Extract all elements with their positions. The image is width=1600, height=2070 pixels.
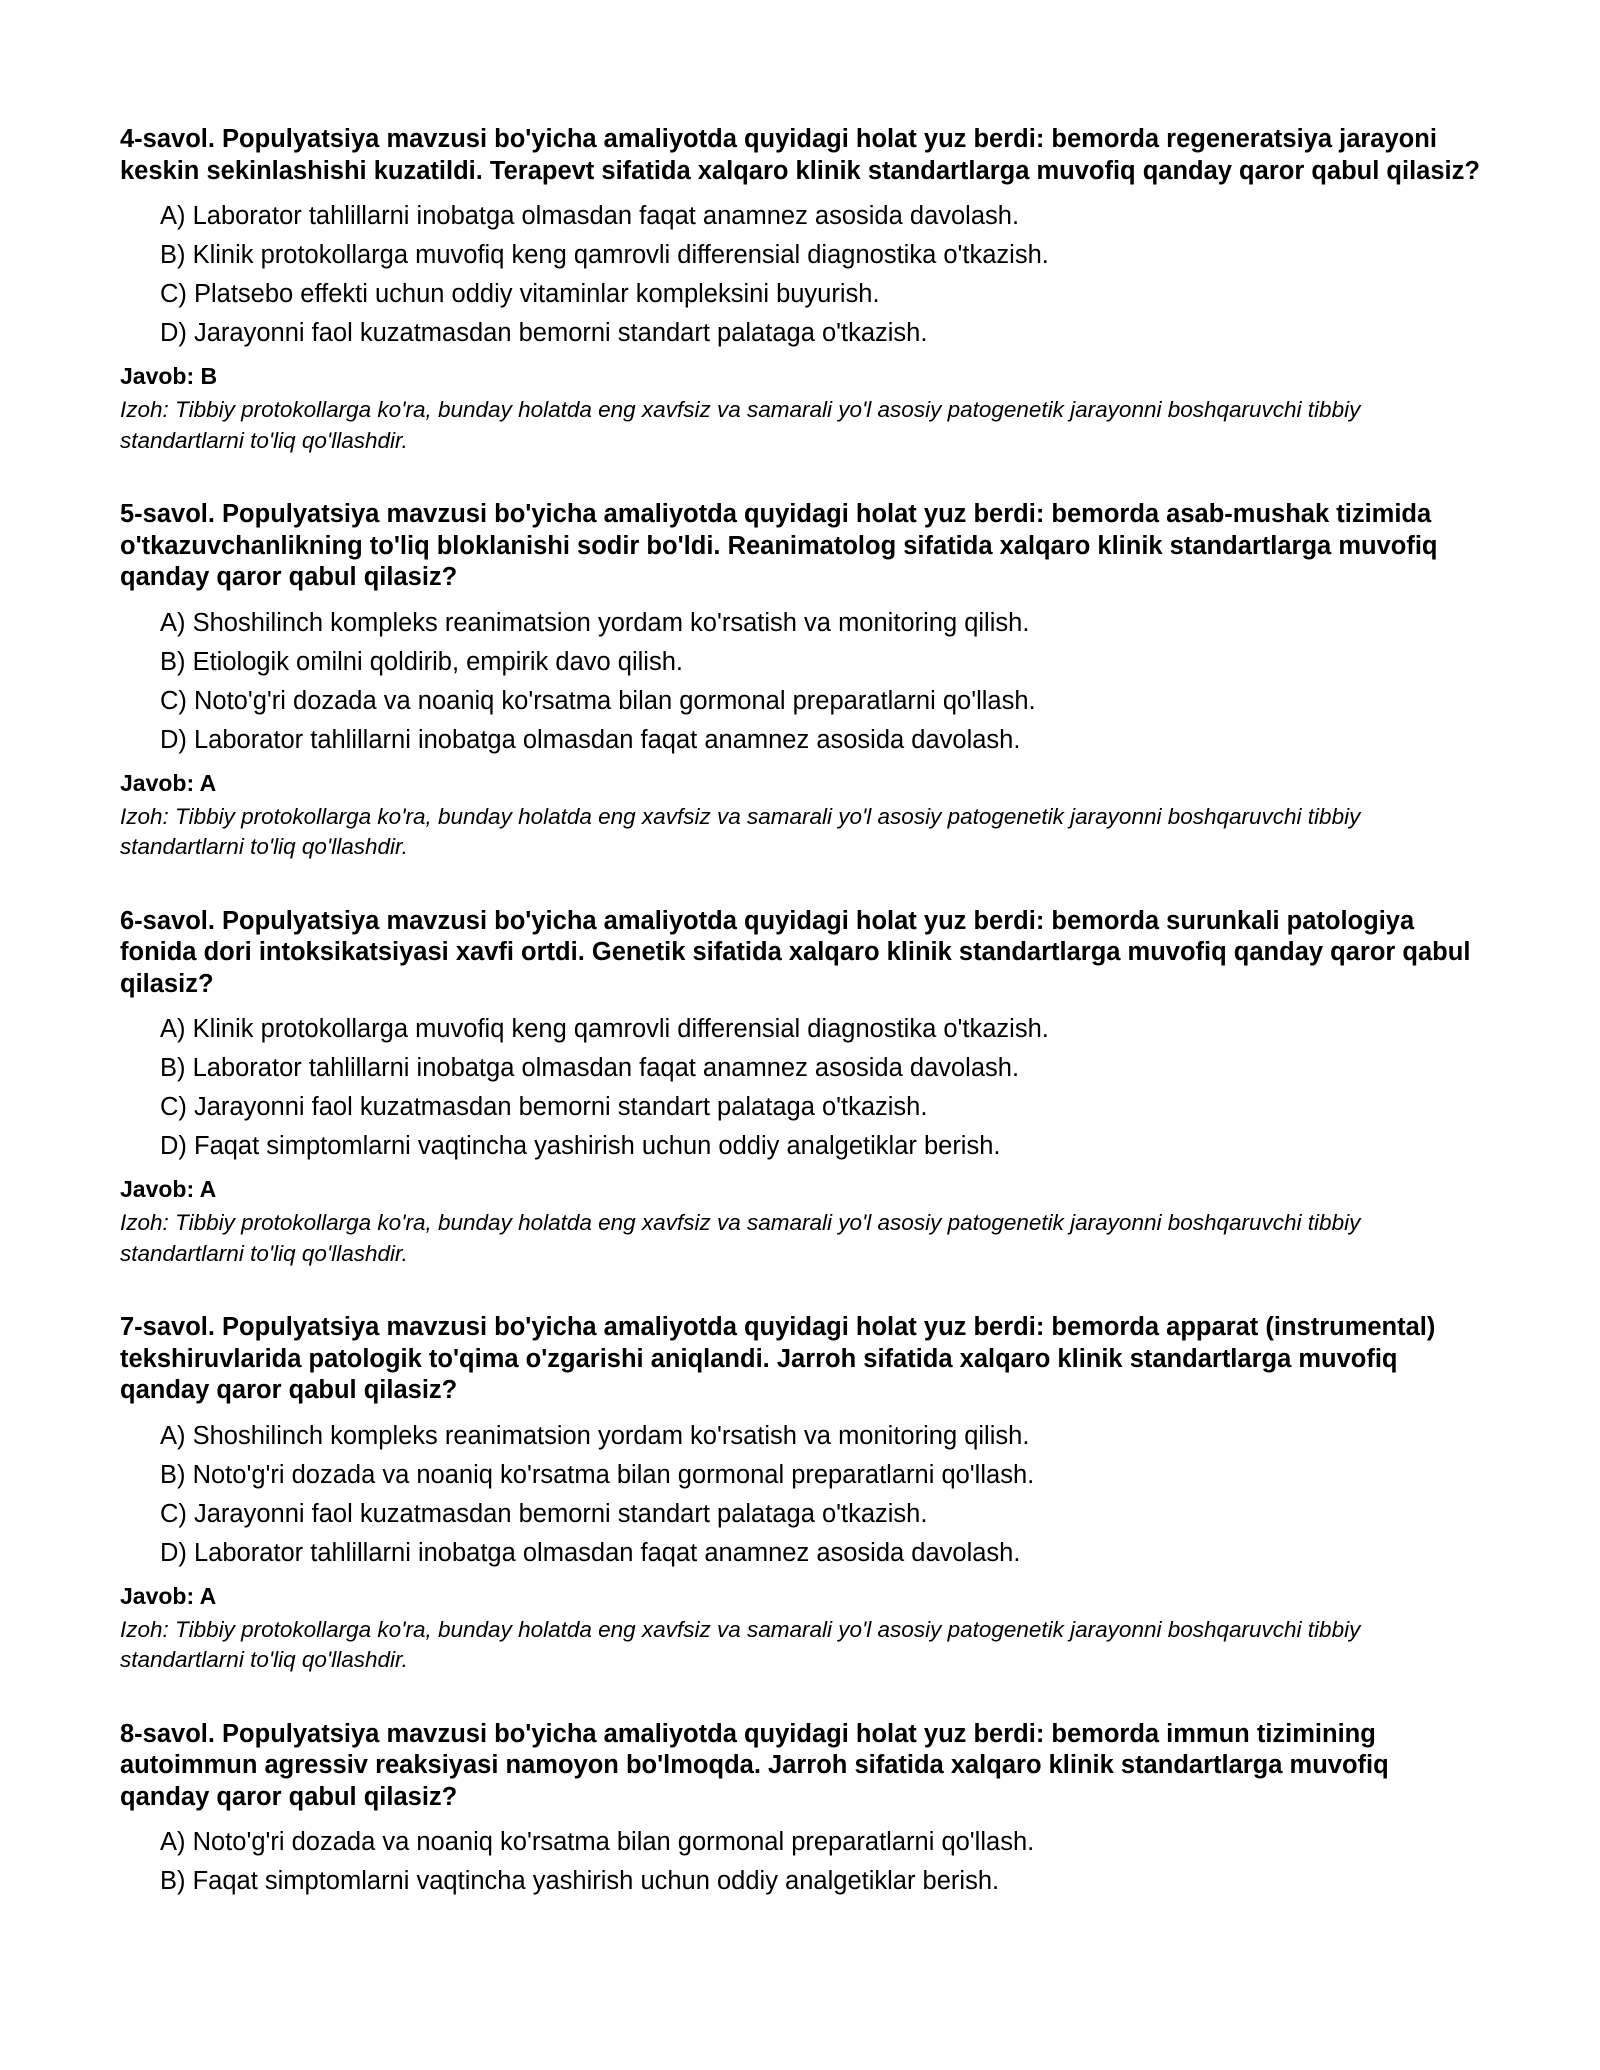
option-a: A) Noto'g'ri dozada va noaniq ko'rsatma bilan gormonal preparatlarni qo'llash. xyxy=(160,1828,1035,1856)
question-block xyxy=(120,1719,1480,1902)
question-text: 8-savol. Populyatsiya mavzusi bo'yicha amaliyotda quyidagi holat yuz berdi: bemorda immun tizimining autoimmun agressiv reaksiyasi namoyon bo'lmoqda. Jarroh sifatida xalqaro klinik standartlarga muvofiq qanday qaror qabul qilasiz? xyxy=(120,1719,1389,1811)
question-block xyxy=(120,499,1480,863)
option-d: D) Jarayonni faol kuzatmasdan bemorni standart palataga o'tkazish. xyxy=(160,319,928,347)
option-b: B) Faqat simptomlarni vaqtincha yashirish uchun oddiy analgetiklar berish. xyxy=(160,1867,1000,1895)
option-b: B) Klinik protokollarga muvofiq keng qamrovli differensial diagnostika o'tkazish. xyxy=(160,241,1049,269)
options-list xyxy=(120,1010,1480,1166)
option-a: A) Laborator tahlillarni inobatga olmasdan faqat anamnez asosida davolash. xyxy=(160,202,1020,230)
answer-label: Javob: A xyxy=(120,1176,217,1202)
option-b: B) Noto'g'ri dozada va noaniq ko'rsatma bilan gormonal preparatlarni qo'llash. xyxy=(160,1460,1035,1489)
explanation-note: Izoh: Tibbiy protokollarga ko'ra, bunday holatda eng xavfsiz va samarali yo'l asosiy patogenetik jarayonni boshqaruvchi tibbiy standartlarni to'liq qo'llashdir. xyxy=(120,1616,1361,1672)
explanation-note: Izoh: Tibbiy protokollarga ko'ra, bunday holatda eng xavfsiz va samarali yo'l asosiy patogenetik jarayonni boshqaruvchi tibbiy standartlarni to'liq qo'llashdir. xyxy=(120,397,1361,453)
options-list xyxy=(120,604,1480,760)
answer-label: Javob: B xyxy=(120,363,218,389)
option-d: D) Laborator tahlillarni inobatga olmasdan faqat anamnez asosida davolash. xyxy=(160,1538,1021,1567)
question-block xyxy=(120,906,1480,1270)
question-block xyxy=(120,124,1480,456)
option-b: B) Laborator tahlillarni inobatga olmasdan faqat anamnez asosida davolash. xyxy=(160,1054,1020,1082)
question-text: 5-savol. Populyatsiya mavzusi bo'yicha amaliyotda quyidagi holat yuz berdi: bemorda asab-mushak tizimida o'tkazuvchanlikning to'liq bloklanishi sodir bo'ldi. Reanimatolog sifatida xalqaro klinik standartlarga muvofiq qanday qaror qabul qilasiz? xyxy=(120,500,1438,591)
option-c: C) Platsebo effekti uchun oddiy vitaminlar kompleksini buyurish. xyxy=(160,280,880,308)
document-page xyxy=(120,124,1480,1944)
options-list xyxy=(120,1417,1480,1573)
option-a: A) Shoshilinch kompleks reanimatsion yordam ko'rsatish va monitoring qilish. xyxy=(160,1421,1030,1450)
explanation-note: Izoh: Tibbiy protokollarga ko'ra, bunday holatda eng xavfsiz va samarali yo'l asosiy patogenetik jarayonni boshqaruvchi tibbiy standartlarni to'liq qo'llashdir. xyxy=(120,1210,1361,1266)
option-a: A) Klinik protokollarga muvofiq keng qamrovli differensial diagnostika o'tkazish. xyxy=(160,1015,1049,1043)
option-c: C) Jarayonni faol kuzatmasdan bemorni standart palataga o'tkazish. xyxy=(160,1093,928,1121)
option-d: D) Laborator tahlillarni inobatga olmasdan faqat anamnez asosida davolash. xyxy=(160,725,1021,754)
options-list xyxy=(120,1823,1480,1901)
options-list xyxy=(120,197,1480,353)
question-text: 6-savol. Populyatsiya mavzusi bo'yicha amaliyotda quyidagi holat yuz berdi: bemorda surunkali patologiya fonida dori intoksikatsiyasi xavfi ortdi. Genetik sifatida xalqaro klinik standartlarga muvofiq qanday qaror qabul qilasiz? xyxy=(120,906,1471,998)
explanation-note: Izoh: Tibbiy protokollarga ko'ra, bunday holatda eng xavfsiz va samarali yo'l asosiy patogenetik jarayonni boshqaruvchi tibbiy standartlarni to'liq qo'llashdir. xyxy=(120,803,1361,859)
question-block xyxy=(120,1312,1480,1676)
option-c: C) Jarayonni faol kuzatmasdan bemorni standart palataga o'tkazish. xyxy=(160,1499,928,1528)
answer-label: Javob: A xyxy=(120,1582,217,1609)
option-d: D) Faqat simptomlarni vaqtincha yashirish uchun oddiy analgetiklar berish. xyxy=(160,1132,1001,1160)
question-text: 4-savol. Populyatsiya mavzusi bo'yicha amaliyotda quyidagi holat yuz berdi: bemorda regeneratsiya jarayoni keskin sekinlashishi kuzatildi. Terapevt sifatida xalqaro klinik standartlarga muvofiq qanday qaror qabul qilasiz? xyxy=(120,125,1480,185)
option-b: B) Etiologik omilni qoldirib, empirik davo qilish. xyxy=(160,647,683,676)
answer-label: Javob: A xyxy=(120,769,217,796)
question-text: 7-savol. Populyatsiya mavzusi bo'yicha amaliyotda quyidagi holat yuz berdi: bemorda apparat (instrumental) tekshiruvlarida patologik to'qima o'zgarishi aniqlandi. Jarroh sifatida xalqaro klinik standartlarga muvofiq qanday qaror qabul qilasiz? xyxy=(120,1313,1436,1404)
option-c: C) Noto'g'ri dozada va noaniq ko'rsatma bilan gormonal preparatlarni qo'llash. xyxy=(160,686,1036,715)
option-a: A) Shoshilinch kompleks reanimatsion yordam ko'rsatish va monitoring qilish. xyxy=(160,608,1030,637)
